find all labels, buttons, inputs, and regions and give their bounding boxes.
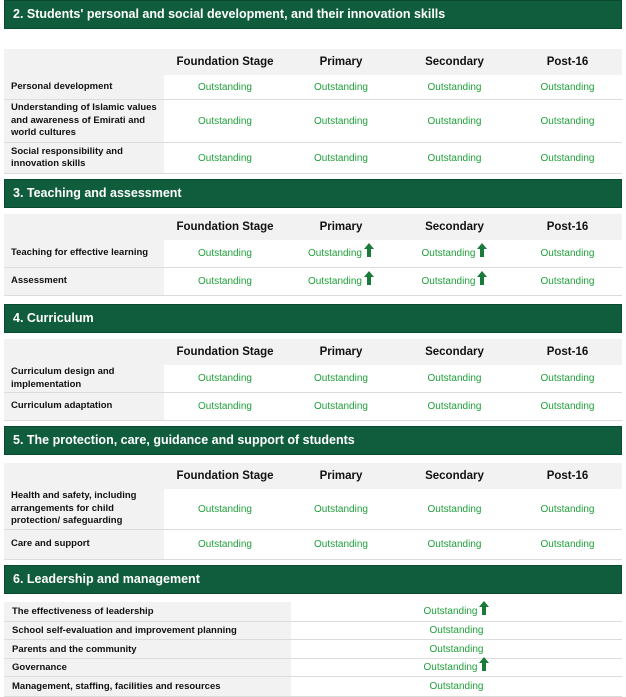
rating-value: [513, 75, 622, 99]
indicator-label: Social responsibility and innovation skills: [4, 143, 164, 173]
rating-text: Outstanding: [308, 248, 362, 259]
leadership-section: [4, 565, 622, 697]
rating-text: Outstanding: [427, 401, 482, 412]
rating-row: [4, 622, 622, 640]
rating-value: [396, 489, 513, 529]
phase-header: Foundation Stage: [164, 339, 286, 365]
phase-header: Secondary: [396, 463, 513, 489]
rating-value: [396, 143, 513, 173]
rating-row: [4, 75, 622, 100]
section-title: 3. Teaching and assessment: [4, 179, 622, 208]
indicator-label: Governance: [4, 659, 291, 676]
rating-row: [4, 489, 622, 530]
rating-value: [164, 240, 286, 267]
rating-text: Outstanding: [540, 115, 595, 127]
phase-header-row: [4, 49, 622, 75]
rating-text: Outstanding: [429, 681, 484, 692]
rating-value: [291, 659, 622, 676]
section-title: 4. Curriculum: [4, 304, 622, 333]
rating-value: [291, 640, 622, 658]
phase-header: Post-16: [513, 214, 622, 240]
up-arrow-icon: [479, 601, 489, 615]
phase-header-row: [4, 463, 622, 489]
rating-value: [513, 240, 622, 267]
rating-value: [286, 530, 396, 559]
rating-value: [513, 268, 622, 295]
rating-text: Outstanding: [198, 276, 252, 287]
up-arrow-icon: [477, 243, 487, 257]
indicator-label: Understanding of Islamic values and awareness of Emirati and world cultures: [4, 100, 164, 142]
rating-row: [4, 530, 622, 560]
rating-row: [4, 100, 622, 143]
rating-value: [291, 677, 622, 696]
rating-row: [4, 677, 622, 697]
rating-text: Outstanding: [540, 503, 595, 515]
phase-header: Post-16: [513, 463, 622, 489]
rating-value: [396, 393, 513, 420]
rating-text: Outstanding: [427, 539, 482, 550]
indicator-label: Assessment: [4, 268, 164, 295]
rating-value: [396, 240, 513, 267]
phase-header: Primary: [286, 339, 396, 365]
rating-text: Outstanding: [421, 276, 476, 287]
phase-header: Post-16: [513, 339, 622, 365]
rating-value: [286, 240, 396, 267]
rating-text: Outstanding: [198, 539, 252, 550]
rating-text: Outstanding: [314, 503, 368, 515]
phase-header-row: [4, 214, 622, 240]
section-title: 2. Students' personal and social development, and their innovation skills: [4, 0, 622, 29]
rating-value: [164, 100, 286, 142]
rating-row: [4, 365, 622, 393]
rating-text: Outstanding: [198, 81, 252, 93]
phase-header: Secondary: [396, 49, 513, 75]
rating-value: [513, 393, 622, 420]
rating-text: Outstanding: [423, 662, 478, 673]
indicator-label: Curriculum adaptation: [4, 393, 164, 420]
rating-row: [4, 240, 622, 268]
section-title: 5. The protection, care, guidance and support of students: [4, 426, 622, 455]
rating-text: Outstanding: [198, 115, 252, 127]
rating-text: Outstanding: [427, 115, 482, 127]
up-arrow-icon: [477, 271, 487, 285]
rating-text: Outstanding: [427, 81, 482, 93]
rating-text: Outstanding: [314, 152, 368, 164]
section-title: 6. Leadership and management: [4, 565, 622, 594]
phase-header-row: [4, 339, 622, 365]
rating-value: [396, 75, 513, 99]
rating-text: Outstanding: [198, 373, 252, 384]
phase-header: Foundation Stage: [164, 214, 286, 240]
rating-value: [291, 622, 622, 639]
phase-header: Foundation Stage: [164, 49, 286, 75]
phase-header: Foundation Stage: [164, 463, 286, 489]
rating-value: [164, 393, 286, 420]
rating-row: [4, 659, 622, 677]
rating-value: [286, 143, 396, 173]
up-arrow-icon: [479, 657, 489, 671]
rating-value: [513, 365, 622, 392]
indicator-label: School self-evaluation and improvement planning: [4, 622, 291, 639]
rating-value: [513, 100, 622, 142]
rating-text: Outstanding: [540, 373, 595, 384]
rating-text: Outstanding: [308, 276, 362, 287]
rating-text: Outstanding: [429, 625, 484, 636]
rating-text: Outstanding: [421, 248, 476, 259]
rating-text: Outstanding: [314, 81, 368, 93]
indicator-label: Health and safety, including arrangements for child protection/ safeguarding: [4, 489, 164, 529]
rating-text: Outstanding: [198, 503, 252, 515]
rating-text: Outstanding: [314, 373, 368, 384]
up-arrow-icon: [364, 271, 374, 285]
up-arrow-icon: [364, 243, 374, 257]
phase-header: Secondary: [396, 339, 513, 365]
rating-text: Outstanding: [540, 401, 595, 412]
rating-row: [4, 143, 622, 174]
rating-text: Outstanding: [198, 248, 252, 259]
rating-section: [4, 179, 622, 296]
phase-header: Post-16: [513, 49, 622, 75]
inspection-report: [4, 0, 622, 697]
rating-text: Outstanding: [429, 643, 484, 655]
header-blank: [4, 214, 164, 240]
rating-value: [164, 365, 286, 392]
rating-value: [286, 393, 396, 420]
rating-value: [396, 365, 513, 392]
rating-value: [286, 268, 396, 295]
rating-value: [396, 530, 513, 559]
indicator-label: Personal development: [4, 75, 164, 99]
indicator-label: The effectiveness of leadership: [4, 602, 291, 621]
rating-value: [396, 268, 513, 295]
rating-section: [4, 304, 622, 421]
rating-value: [286, 75, 396, 99]
rating-row: [4, 640, 622, 659]
rating-value: [164, 75, 286, 99]
indicator-label: Management, staffing, facilities and resources: [4, 677, 291, 696]
rating-section: [4, 0, 622, 174]
rating-value: [286, 100, 396, 142]
phase-header: Secondary: [396, 214, 513, 240]
rating-text: Outstanding: [314, 115, 368, 127]
rating-text: Outstanding: [540, 152, 595, 164]
rating-text: Outstanding: [540, 539, 595, 550]
rating-value: [286, 365, 396, 392]
rating-value: [286, 489, 396, 529]
rating-text: Outstanding: [314, 539, 368, 550]
rating-value: [164, 143, 286, 173]
rating-text: Outstanding: [423, 606, 478, 617]
rating-value: [164, 268, 286, 295]
rating-row: [4, 268, 622, 296]
header-blank: [4, 339, 164, 365]
header-blank: [4, 463, 164, 489]
header-blank: [4, 49, 164, 75]
rating-value: [164, 530, 286, 559]
rating-value: [513, 489, 622, 529]
phase-header: Primary: [286, 49, 396, 75]
rating-section: [4, 426, 622, 560]
rating-text: Outstanding: [427, 503, 482, 515]
section-spacer: [4, 594, 622, 602]
rating-row: [4, 602, 622, 622]
rating-text: Outstanding: [427, 152, 482, 164]
rating-text: Outstanding: [540, 81, 595, 93]
rating-value: [396, 100, 513, 142]
indicator-label: Teaching for effective learning: [4, 240, 164, 267]
rating-row: [4, 393, 622, 421]
rating-value: [513, 143, 622, 173]
indicator-label: Curriculum design and implementation: [4, 365, 164, 392]
rating-text: Outstanding: [427, 373, 482, 384]
rating-text: Outstanding: [540, 248, 595, 259]
rating-value: [513, 530, 622, 559]
rating-text: Outstanding: [314, 401, 368, 412]
indicator-label: Care and support: [4, 530, 164, 559]
rating-text: Outstanding: [540, 276, 595, 287]
rating-value: [164, 489, 286, 529]
phase-header: Primary: [286, 463, 396, 489]
phase-header: Primary: [286, 214, 396, 240]
rating-text: Outstanding: [198, 401, 252, 412]
indicator-label: Parents and the community: [4, 640, 291, 658]
rating-text: Outstanding: [198, 152, 252, 164]
rating-value: [291, 602, 622, 621]
